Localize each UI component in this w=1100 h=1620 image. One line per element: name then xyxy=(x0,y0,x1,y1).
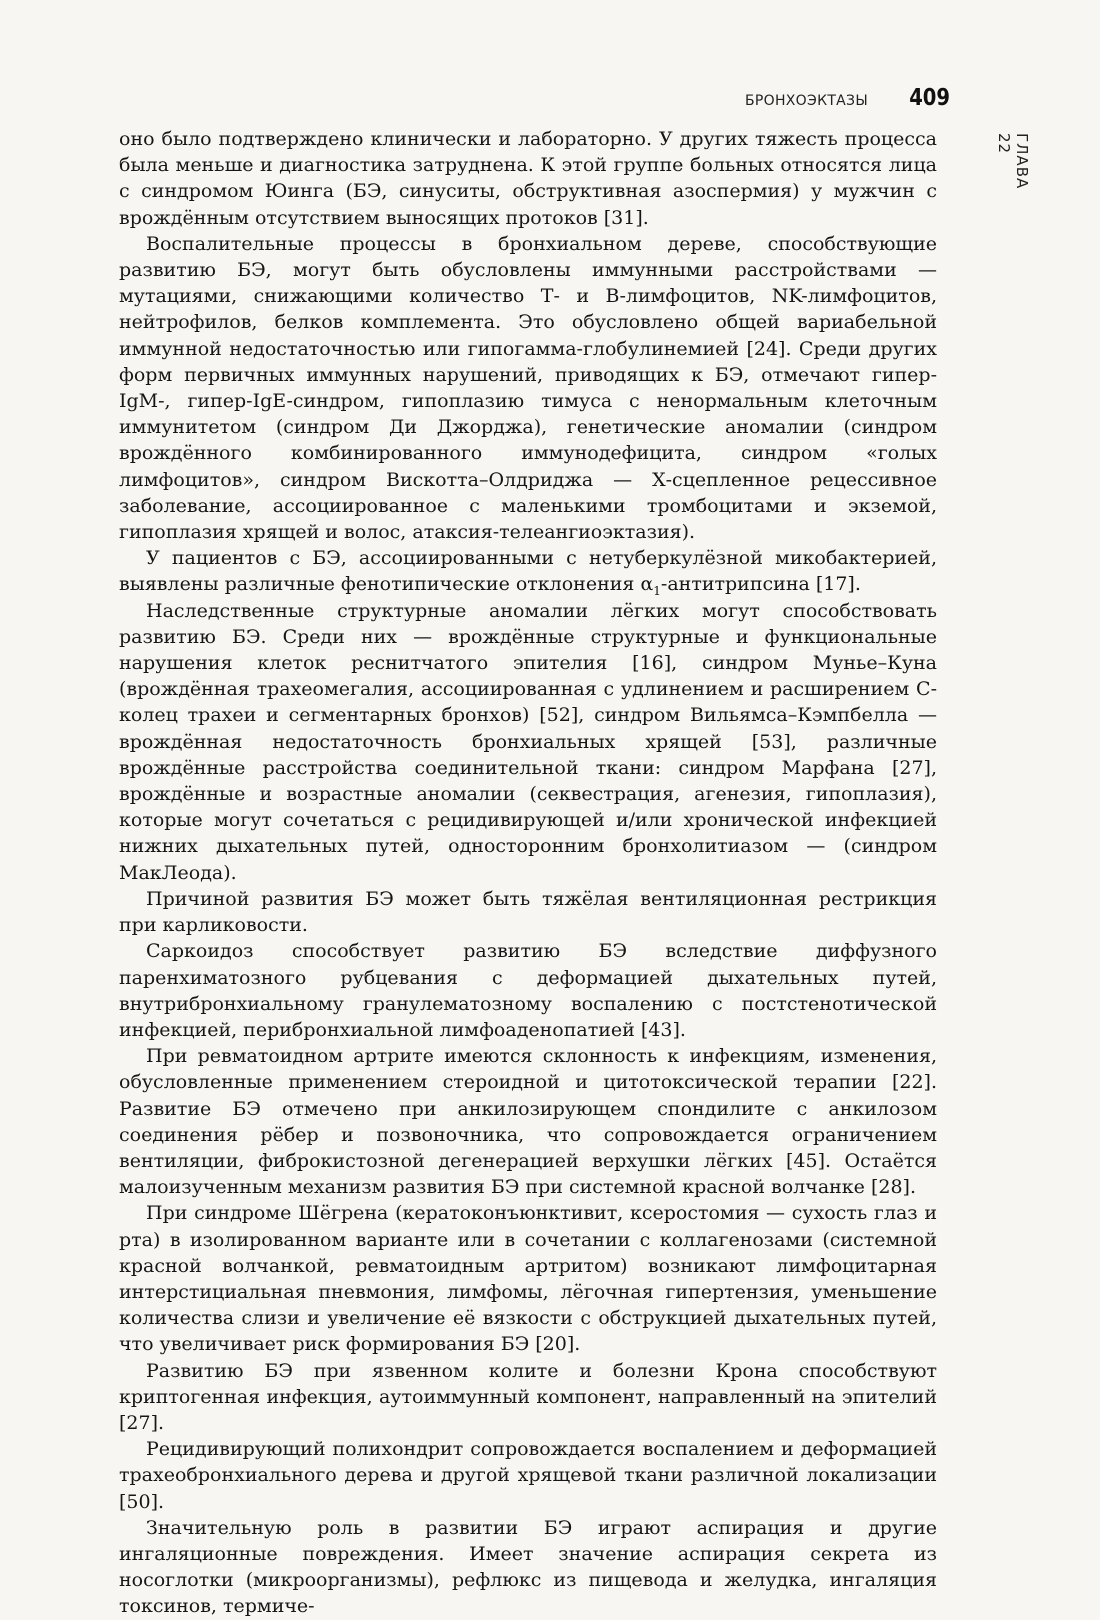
running-title: БРОНХОЭКТАЗЫ xyxy=(745,93,868,109)
paragraph: Развитию БЭ при язвенном колите и болезни Крона способствуют криптогенная инфекция, аутоиммунный компонент, направленный на эпителий [27]. xyxy=(119,1359,937,1434)
paragraph-text: -антитрипсина [17]. xyxy=(660,573,861,596)
page-number: 409 xyxy=(909,85,950,111)
chapter-tab: ГЛАВА 22 xyxy=(995,133,1031,190)
paragraph: Наследственные структурные аномалии лёгких могут способствовать развитию БЭ. Среди них — врождённые структурные и функциональные нарушения клеток реснитчатого эпителия [16], синдром Мунье–Куна (врождённая трахеомегалия, ассоциированная с удлинением и расширением С-колец трахеи и сегментарных бронхов) [52], синдром Вильямса–Кэмпбелла — врождённая недостаточность бронхиальных хрящей [53], различные врождённые расстройства соединительной ткани: синдром Марфана [27], врождённые и возрастные аномалии (секвестрация, агенезия, гипоплазия), которые могут сочетаться с рецидивирующей и/или хронической инфекцией нижних дыхательных путей, односторонним бронхолитиазом — (синдром МакЛеода). xyxy=(119,599,937,884)
paragraph xyxy=(119,545,937,597)
paragraph: При синдроме Шёгрена (кератоконъюнктивит, ксеростомия — сухость глаз и рта) в изолированном варианте или в сочетании с коллагенозами (системной красной волчанкой, ревматоидным артритом) возникают лимфоцитарная интерстициальная пневмония, лимфомы, лёгочная гипертензия, уменьшение количества слизи и увеличение её вязкости с обструкцией дыхательных путей, что увеличивает риск формирования БЭ [20]. xyxy=(119,1202,937,1356)
paragraph: Причиной развития БЭ может быть тяжёлая вентиляционная рестрикция при карликовости. xyxy=(119,887,937,937)
paragraph: Рецидивирующий полихондрит сопровождается воспалением и деформацией трахеобронхиального дерева и другой хрящевой ткани различной локализации [50]. xyxy=(119,1438,937,1513)
paragraph: Воспалительные процессы в бронхиальном дереве, способствующие развитию БЭ, могут быть обусловлены иммунными расстройствами — мутациями, снижающими количество Т- и В-лимфоцитов, NK-лимфоцитов, нейтрофилов, белков комплемента. Это обусловлено общей вариабельной иммунной недостаточностью или гипогамма-глобулинемией [24]. Среди других форм первичных иммунных нарушений, приводящих к БЭ, отмечают гипер-IgM-, гипер-IgE-синдром, гипоплазию тимуса с ненормальным клеточным иммунитетом (синдром Ди Джорджа), генетические аномалии (синдром врождённого комбинированного иммунодефицита, синдром «голых лимфоцитов», синдром Вискотта–Олдриджа — Х-сцепленное рецессивное заболевание, ассоциированное с маленькими тромбоцитами и экземой, гипоплазия хрящей и волос, атаксия-телеангиоэктазия). xyxy=(119,232,937,544)
page-header xyxy=(0,85,950,115)
paragraph: Значительную роль в развитии БЭ играют аспирация и другие ингаляционные повреждения. Имеет значение аспирация секрета из носоглотки (микроорганизмы), рефлюкс из пищевода и желудка, ингаляция токсинов, термиче- xyxy=(119,1516,937,1618)
paragraph-text: У пациентов с БЭ, ассоциированными с нетуберкулёзной микобактерией, выявлены различные фенотипические отклонения α xyxy=(119,547,937,596)
paragraph: При ревматоидном артрите имеются склонность к инфекциям, изменения, обусловленные применением стероидной и цитотоксической терапии [22]. Развитие БЭ отмечено при анкилозирующем спондилите с анкилозом соединения рёбер и позвоночника, что сопровождается ограничением вентиляции, фиброкистозной дегенерацией верхушки лёгких [45]. Остаётся малоизученным механизм развития БЭ при системной красной волчанке [28]. xyxy=(119,1045,937,1199)
paragraph: Саркоидоз способствует развитию БЭ вследствие диффузного паренхиматозного рубцевания с деформацией дыхательных путей, внутрибронхиальному гранулематозному воспалению с постстенотической инфекцией, перибронхиальной лимфоаденопатией [43]. xyxy=(119,940,937,1041)
subscript: 1 xyxy=(653,584,661,599)
body-text xyxy=(119,126,937,1620)
paragraph: оно было подтверждено клинически и лабораторно. У других тяжесть процесса была меньше и диагностика затруднена. К этой группе больных относятся лица с синдромом Юинга (БЭ, синуситы, обструктивная азоспермия) у мужчин с врождённым отсутствием выносящих протоков [31]. xyxy=(119,128,937,229)
